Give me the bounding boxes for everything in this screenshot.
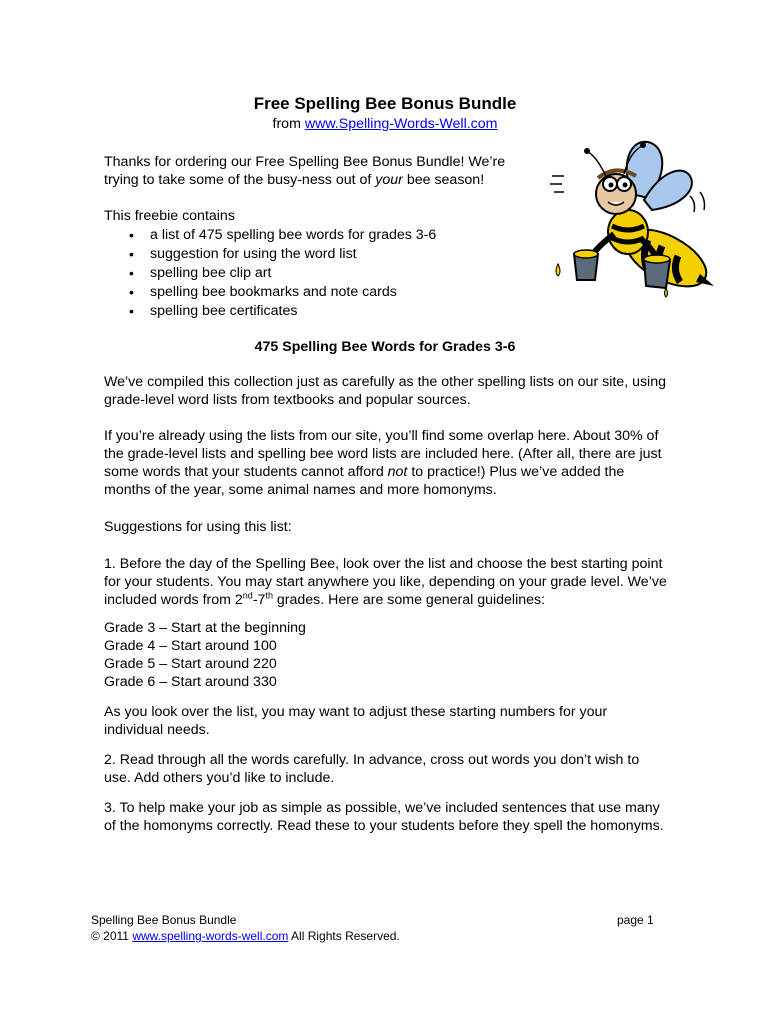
section-heading: 475 Spelling Bee Words for Grades 3-6	[254, 339, 516, 355]
step-3: 3. To help make your job as simple as possible, we’ve included sentences that use many of the homonyms correctly. Read these to your students before they spell the homonyms.	[104, 800, 664, 834]
freebie-list	[104, 226, 534, 321]
footer-page-number: page 1	[617, 913, 654, 927]
list-item: • spelling bee certificates	[104, 302, 534, 321]
main-content	[104, 373, 669, 835]
bee-clipart	[540, 134, 716, 298]
list-item: • suggestion for using the word list	[104, 245, 534, 264]
paragraph-overlap: If you’re already using the lists from our site, you’ll find some overlap here. About 30% of the grade-level lists and spelling bee word lists are included here. (After all, there are just some words that your students cannot afford not to practice!) Plus we’ve added the months of the year, some animal names and more homonyms.	[104, 428, 662, 498]
from-line	[0, 116, 770, 132]
intro-emphasis: your	[375, 172, 403, 188]
list-item: • spelling bee bookmarks and note cards	[104, 283, 534, 302]
paragraph-compiled: We’ve compiled this collection just as carefully as the other spelling lists on our site, using grade-level word lists from textbooks and popular sources.	[104, 374, 666, 408]
superscript-nd: nd	[242, 590, 253, 601]
intro-paragraph	[104, 153, 544, 189]
intro-line-1: Thanks for ordering our Free Spelling Bee Bonus Bundle! We’re	[104, 154, 506, 170]
grade-guidelines	[104, 619, 669, 691]
page-title: Free Spelling Bee Bonus Bundle	[253, 94, 517, 113]
list-item: • a list of 475 spelling bee words for grades 3-6	[104, 226, 534, 245]
footer-site-link[interactable]: www.spelling-words-well.com	[132, 929, 289, 943]
grade-line: Grade 3 – Start at the beginning	[104, 620, 306, 636]
bee-clipart-icon	[540, 134, 716, 298]
step-1: 1. Before the day of the Spelling Bee, look over the list and choose the best starting point for your students. You may start anywhere you like, depending on your grade level. We’ve included words from 2nd-7th grades. Here are some general guidelines:	[104, 556, 667, 608]
footer-copyright: © 2011 www.spelling-words-well.com All Rights Reserved.	[91, 929, 400, 943]
freebie-lead: This freebie contains	[104, 208, 235, 224]
emphasis-not: not	[387, 464, 408, 480]
grade-line: Grade 5 – Start around 220	[104, 656, 277, 672]
intro-line-2: trying to take some of the busy-ness out of your bee season!	[104, 172, 485, 188]
footer-doc-name: Spelling Bee Bonus Bundle	[91, 913, 237, 927]
paragraph-adjust: As you look over the list, you may want to adjust these starting numbers for your individual needs.	[104, 704, 608, 738]
freebie-section	[104, 207, 534, 321]
grade-line: Grade 6 – Start around 330	[104, 674, 277, 690]
step-2: 2. Read through all the words carefully. In advance, cross out words you don’t wish to use. Add others you’d like to include.	[104, 752, 640, 786]
site-link[interactable]: www.Spelling-Words-Well.com	[304, 116, 498, 132]
list-item: • spelling bee clip art	[104, 264, 534, 283]
grade-line: Grade 4 – Start around 100	[104, 638, 277, 654]
superscript-th: th	[265, 590, 273, 601]
suggestions-lead: Suggestions for using this list:	[104, 519, 292, 535]
from-prefix: from	[272, 116, 305, 132]
